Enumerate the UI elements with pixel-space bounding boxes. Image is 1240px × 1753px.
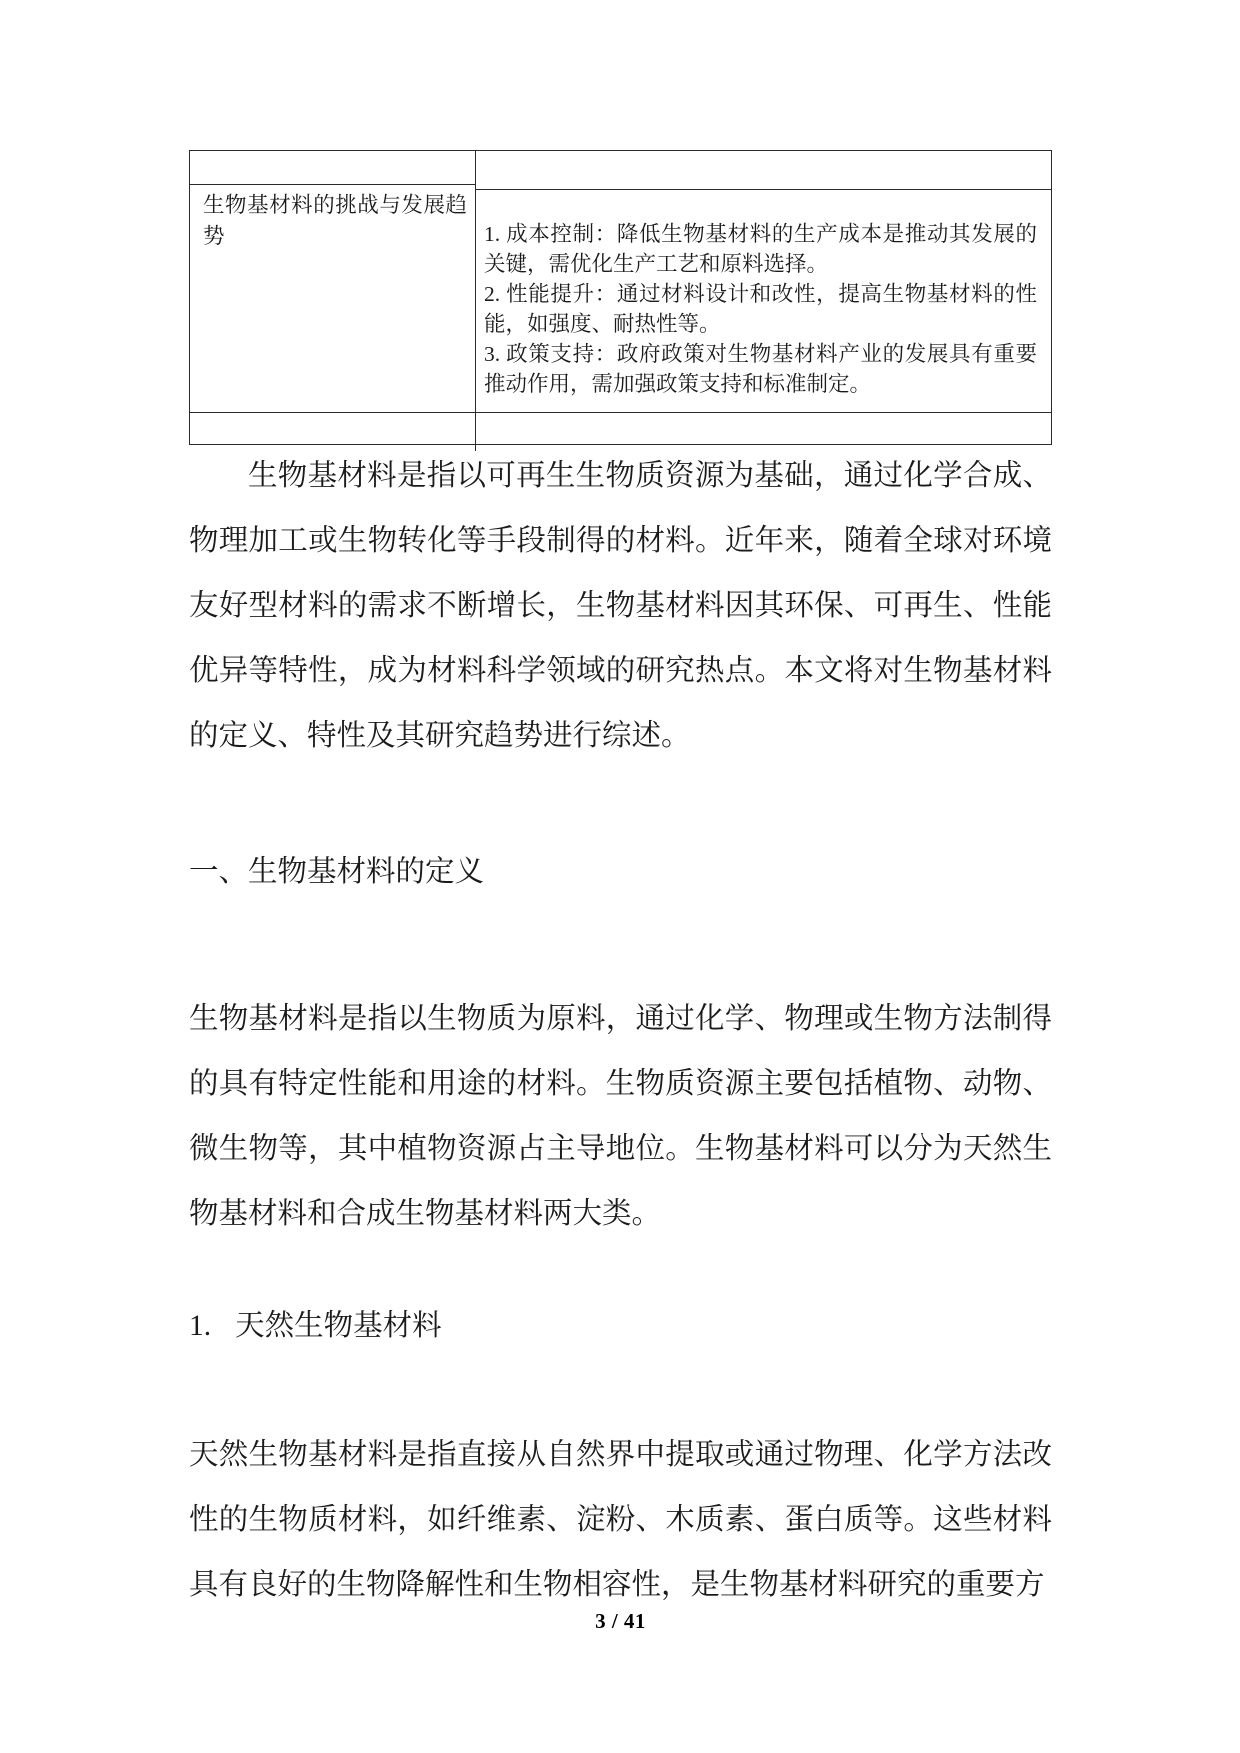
page-number: 3 / 41 bbox=[595, 1609, 646, 1633]
table-topic-cell: 生物基材料的挑战与发展趋势 bbox=[190, 185, 476, 413]
subsection-number: 1. bbox=[189, 1310, 212, 1342]
table-point-item: 1. 成本控制：降低生物基材料的生产成本是推动其发展的关键，需优化生产工艺和原料选择。 bbox=[484, 222, 1037, 276]
definition-paragraph: 生物基材料是指以生物质为原料，通过化学、物理或生物方法制得的具有特定性能和用途的材料。生物质资源主要包括植物、动物、微生物等，其中植物资源占主导地位。生物基材料可以分为天然生物基材料和合成生物基材料两大类。 bbox=[189, 1003, 1052, 1230]
natural-materials-paragraph: 天然生物基材料是指直接从自然界中提取或通过物理、化学方法改性的生物质材料，如纤维素、淀粉、木质素、蛋白质等。这些材料具有良好的生物降解性和生物相容性，是生物基材料研究的重要方 bbox=[189, 1439, 1052, 1601]
subsection-heading-natural bbox=[189, 1294, 1052, 1359]
topic-table bbox=[189, 150, 1052, 445]
subsection-title: 天然生物基材料 bbox=[235, 1310, 442, 1342]
table-empty-cell-top-left bbox=[190, 151, 476, 185]
table-point-item: 3. 政策支持：政府政策对生物基材料产业的发展具有重要推动作用，需加强政策支持和标准制定。 bbox=[484, 342, 1037, 396]
table-points-cell bbox=[476, 185, 1051, 413]
intro-paragraph: 生物基材料是指以可再生生物质资源为基础，通过化学合成、物理加工或生物转化等手段制得的材料。近年来，随着全球对环境友好型材料的需求不断增长，生物基材料因其环保、可再生、性能优异等特性，成为材料科学领域的研究热点。本文将对生物基材料的定义、特性及其研究趋势进行综述。 bbox=[189, 460, 1052, 752]
table-point-item: 2. 性能提升：通过材料设计和改性，提高生物基材料的性能，如强度、耐热性等。 bbox=[484, 282, 1037, 336]
section-heading-definition: 一、生物基材料的定义 bbox=[189, 856, 485, 888]
